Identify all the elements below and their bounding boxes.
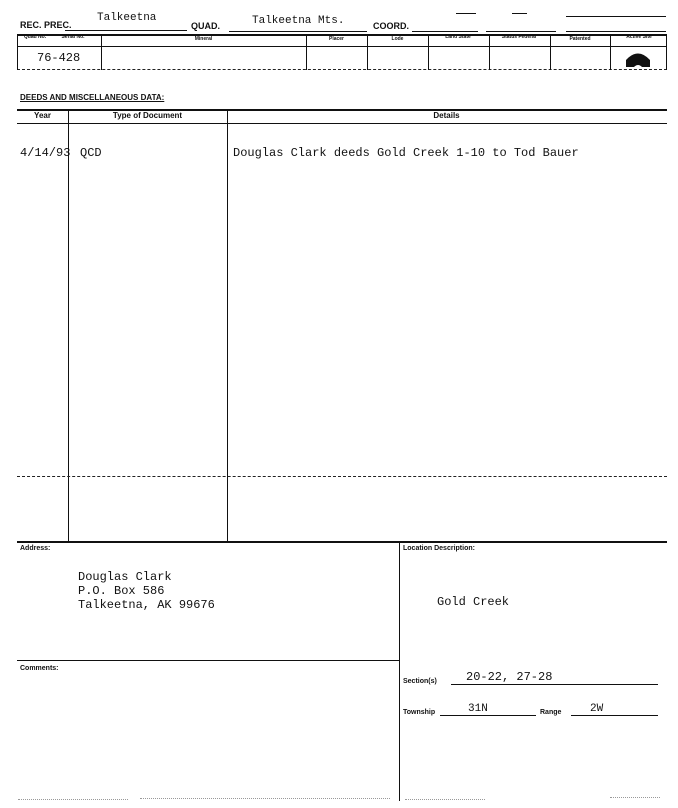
address-line-1: Douglas Clark: [78, 570, 172, 584]
location-description-value: Gold Creek: [437, 595, 510, 609]
range-label: Range: [540, 709, 562, 716]
township-underline: [440, 715, 536, 716]
col-active-site: Active Site: [626, 34, 652, 40]
section-value: 20-22, 27-28: [466, 670, 553, 684]
col-border-right: [666, 34, 667, 70]
col-divider-status: [489, 34, 490, 70]
deed-row-details: Douglas Clark deeds Gold Creek 1-10 to Tod Bauer: [233, 146, 579, 160]
deed-row-type: QCD: [80, 146, 102, 160]
scan-noise-2: [140, 798, 390, 799]
township-value: 31N: [468, 703, 488, 715]
col-border-left: [17, 34, 18, 70]
coord-underline-3: [566, 31, 666, 32]
col-divider-active: [610, 34, 611, 70]
scan-noise-4: [610, 797, 660, 798]
coord-underline-1: [412, 31, 478, 32]
coord-underline-2: [486, 31, 556, 32]
coord-mark-1: [456, 13, 476, 14]
deeds-col-details: Details: [433, 111, 460, 120]
table-bottom-dash: [17, 69, 667, 70]
address-line-2: P.O. Box 586: [78, 584, 165, 598]
location-description-label: Location Description:: [403, 545, 475, 552]
col-status-federal: Status Federal: [501, 34, 537, 40]
col-placer: Placer: [328, 36, 344, 42]
range-underline: [571, 715, 658, 716]
deeds-dash-divider: [17, 476, 667, 477]
deeds-col-type: Type of Document: [112, 111, 183, 120]
deeds-bottom-border: [17, 541, 667, 543]
col-patented: Patented: [569, 36, 591, 42]
col-serial-no: Serial No.: [61, 34, 85, 40]
township-label: Township: [403, 709, 436, 716]
quad-value: Talkeetna Mts.: [252, 15, 345, 27]
comments-top-border: [17, 660, 399, 661]
col-land-state: Land State: [445, 34, 471, 40]
scan-noise-3: [405, 799, 485, 800]
rec-prec-underline: [65, 30, 187, 31]
address-label: Address:: [20, 545, 51, 552]
coord-label: COORD.: [373, 21, 409, 31]
coord-mark-3: [566, 16, 666, 17]
deeds-header-divider: [17, 123, 667, 124]
quad-label: QUAD.: [191, 21, 220, 31]
deed-row-year: 4/14/93: [20, 146, 71, 160]
coord-mark-2: [512, 13, 527, 14]
col-divider-land: [428, 34, 429, 70]
quad-underline: [229, 31, 367, 32]
comments-label: Comments:: [20, 665, 59, 672]
col-mineral: Mineral: [194, 36, 213, 42]
col-quad-no: Quad No.: [23, 34, 47, 40]
quad-serial-value: 76-428: [37, 51, 81, 65]
active-site-mine-icon: [620, 49, 656, 69]
deeds-col-year: Year: [34, 111, 51, 120]
col-lode: Lode: [391, 36, 404, 42]
rec-prec-value: Talkeetna: [97, 12, 157, 24]
section-underline: [451, 684, 658, 685]
deeds-section-title: DEEDS AND MISCELLANEOUS DATA:: [20, 93, 165, 102]
address-line-3: Talkeetna, AK 99676: [78, 598, 215, 612]
rec-prec-label: REC. PREC.: [20, 20, 72, 30]
range-value: 2W: [590, 703, 604, 715]
scan-noise-1: [18, 799, 128, 800]
section-label: Section(s): [403, 678, 437, 685]
location-divider: [399, 541, 400, 801]
table-header-divider: [17, 46, 667, 47]
